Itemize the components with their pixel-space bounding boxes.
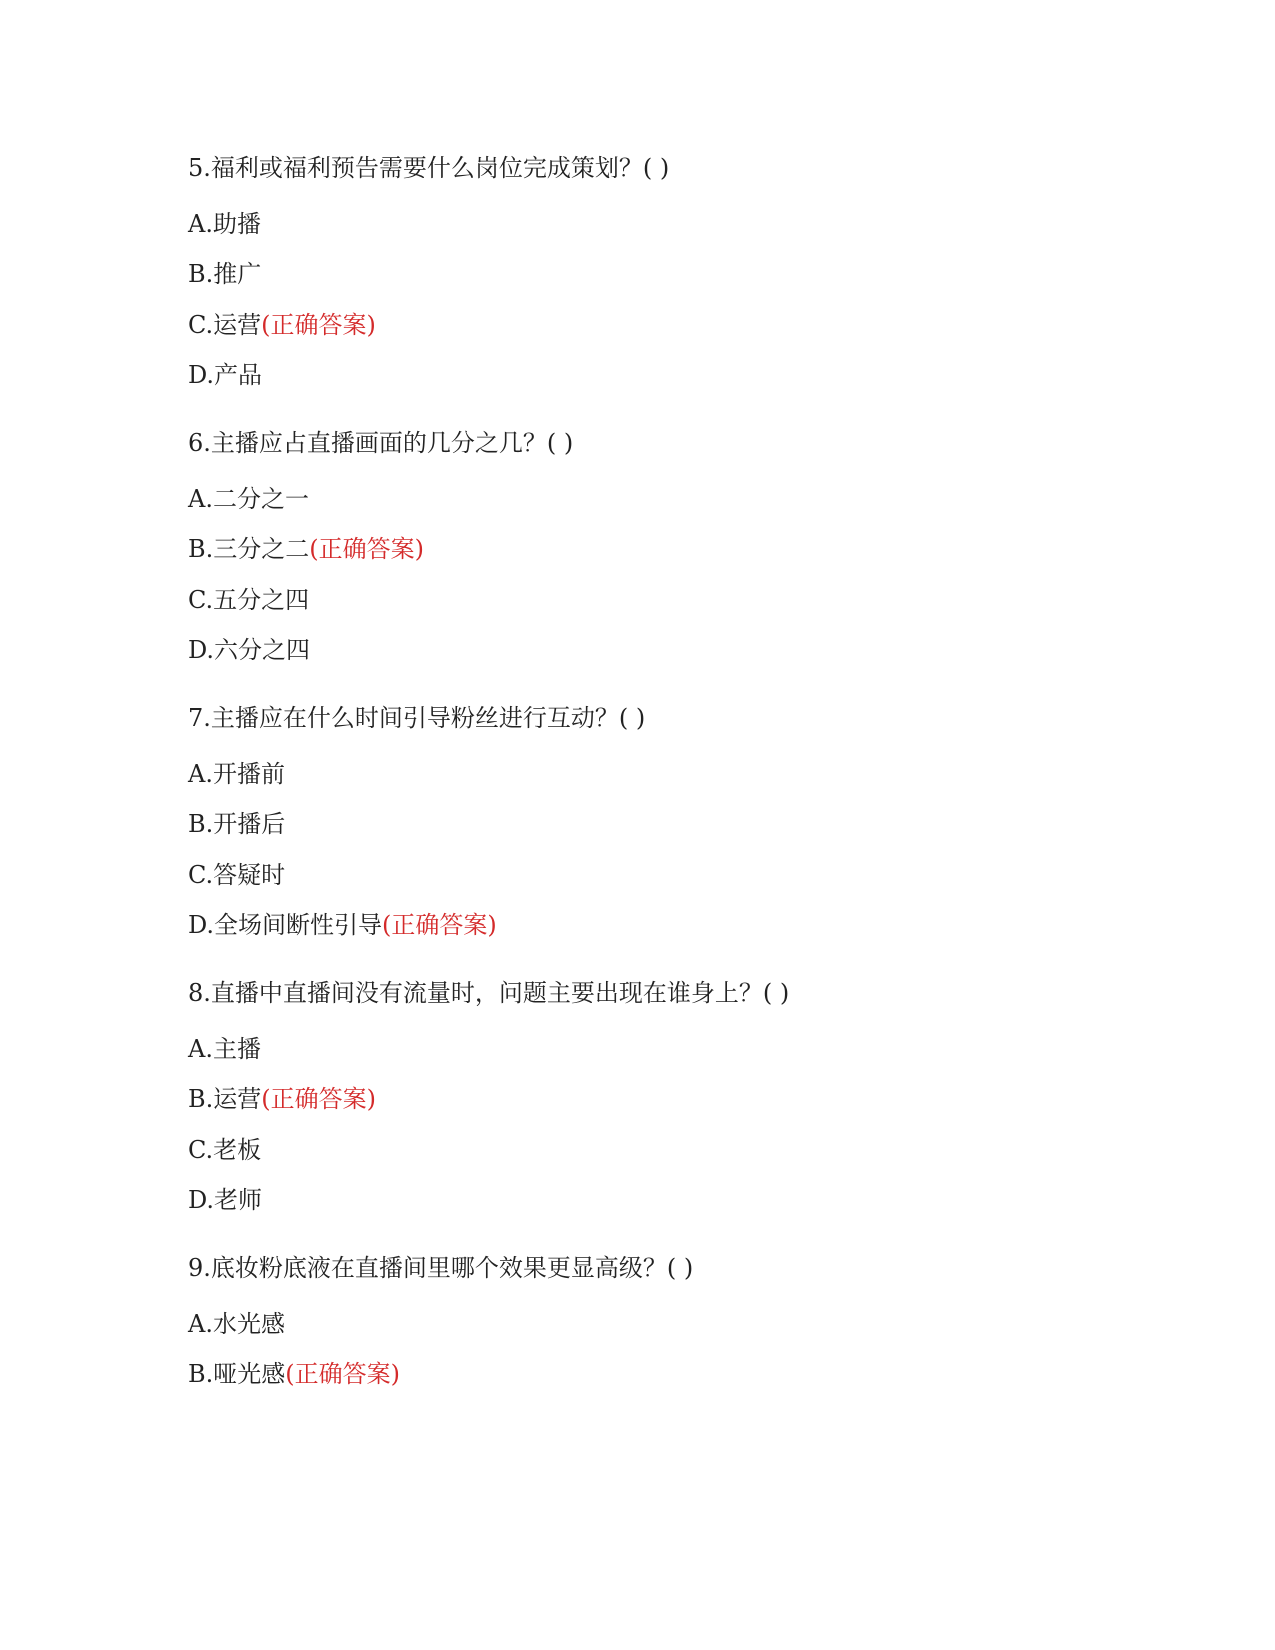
option-text: B.推广 [188, 260, 262, 288]
question-text: 9.底妆粉底液在直播间里哪个效果更显高级？( ) [188, 1254, 694, 1282]
option-7d [188, 910, 497, 940]
correct-answer-label: (正确答案) [285, 1360, 400, 1388]
option-8d [188, 1185, 262, 1215]
option-7b [188, 809, 285, 839]
option-5d [188, 360, 262, 390]
option-8a [188, 1034, 261, 1064]
question-5 [188, 153, 669, 183]
option-text: C.答疑时 [188, 861, 286, 889]
question-text: 8.直播中直播间没有流量时，问题主要出现在谁身上？( ) [188, 979, 790, 1007]
option-8b [188, 1084, 376, 1114]
question-6 [188, 428, 573, 458]
option-6a [188, 484, 309, 514]
option-text: B.开播后 [188, 810, 286, 838]
option-7c [188, 860, 285, 890]
question-text: 5.福利或福利预告需要什么岗位完成策划？( ) [188, 154, 670, 182]
option-text: A.开播前 [188, 760, 285, 788]
option-text: D.全场间断性引导 [188, 911, 383, 939]
question-7 [188, 703, 645, 733]
option-5c [188, 310, 376, 340]
option-6d [188, 635, 310, 665]
correct-answer-label: (正确答案) [309, 535, 424, 563]
option-6c [188, 585, 309, 615]
question-text: 7.主播应在什么时间引导粉丝进行互动？( ) [188, 704, 646, 732]
question-8 [188, 978, 789, 1008]
correct-answer-label: (正确答案) [261, 311, 376, 339]
option-9b [188, 1359, 400, 1389]
option-text: B.运营 [188, 1085, 262, 1113]
option-6b [188, 534, 424, 564]
option-text: D.老师 [188, 1186, 263, 1214]
option-text: C.五分之四 [188, 586, 310, 614]
option-5a [188, 209, 261, 239]
option-text: A.二分之一 [188, 485, 309, 513]
option-text: A.主播 [188, 1035, 261, 1063]
correct-answer-label: (正确答案) [261, 1085, 376, 1113]
option-8c [188, 1135, 261, 1165]
option-5b [188, 259, 261, 289]
option-text: C.运营 [188, 311, 262, 339]
option-text: C.老板 [188, 1136, 262, 1164]
option-text: B.哑光感 [188, 1360, 286, 1388]
correct-answer-label: (正确答案) [382, 911, 497, 939]
option-text: B.三分之二 [188, 535, 310, 563]
option-9a [188, 1309, 285, 1339]
option-7a [188, 759, 285, 789]
option-text: D.六分之四 [188, 636, 311, 664]
question-text: 6.主播应占直播画面的几分之几？( ) [188, 429, 574, 457]
option-text: D.产品 [188, 361, 263, 389]
option-text: A.水光感 [188, 1310, 285, 1338]
question-9 [188, 1253, 693, 1283]
option-text: A.助播 [188, 210, 261, 238]
